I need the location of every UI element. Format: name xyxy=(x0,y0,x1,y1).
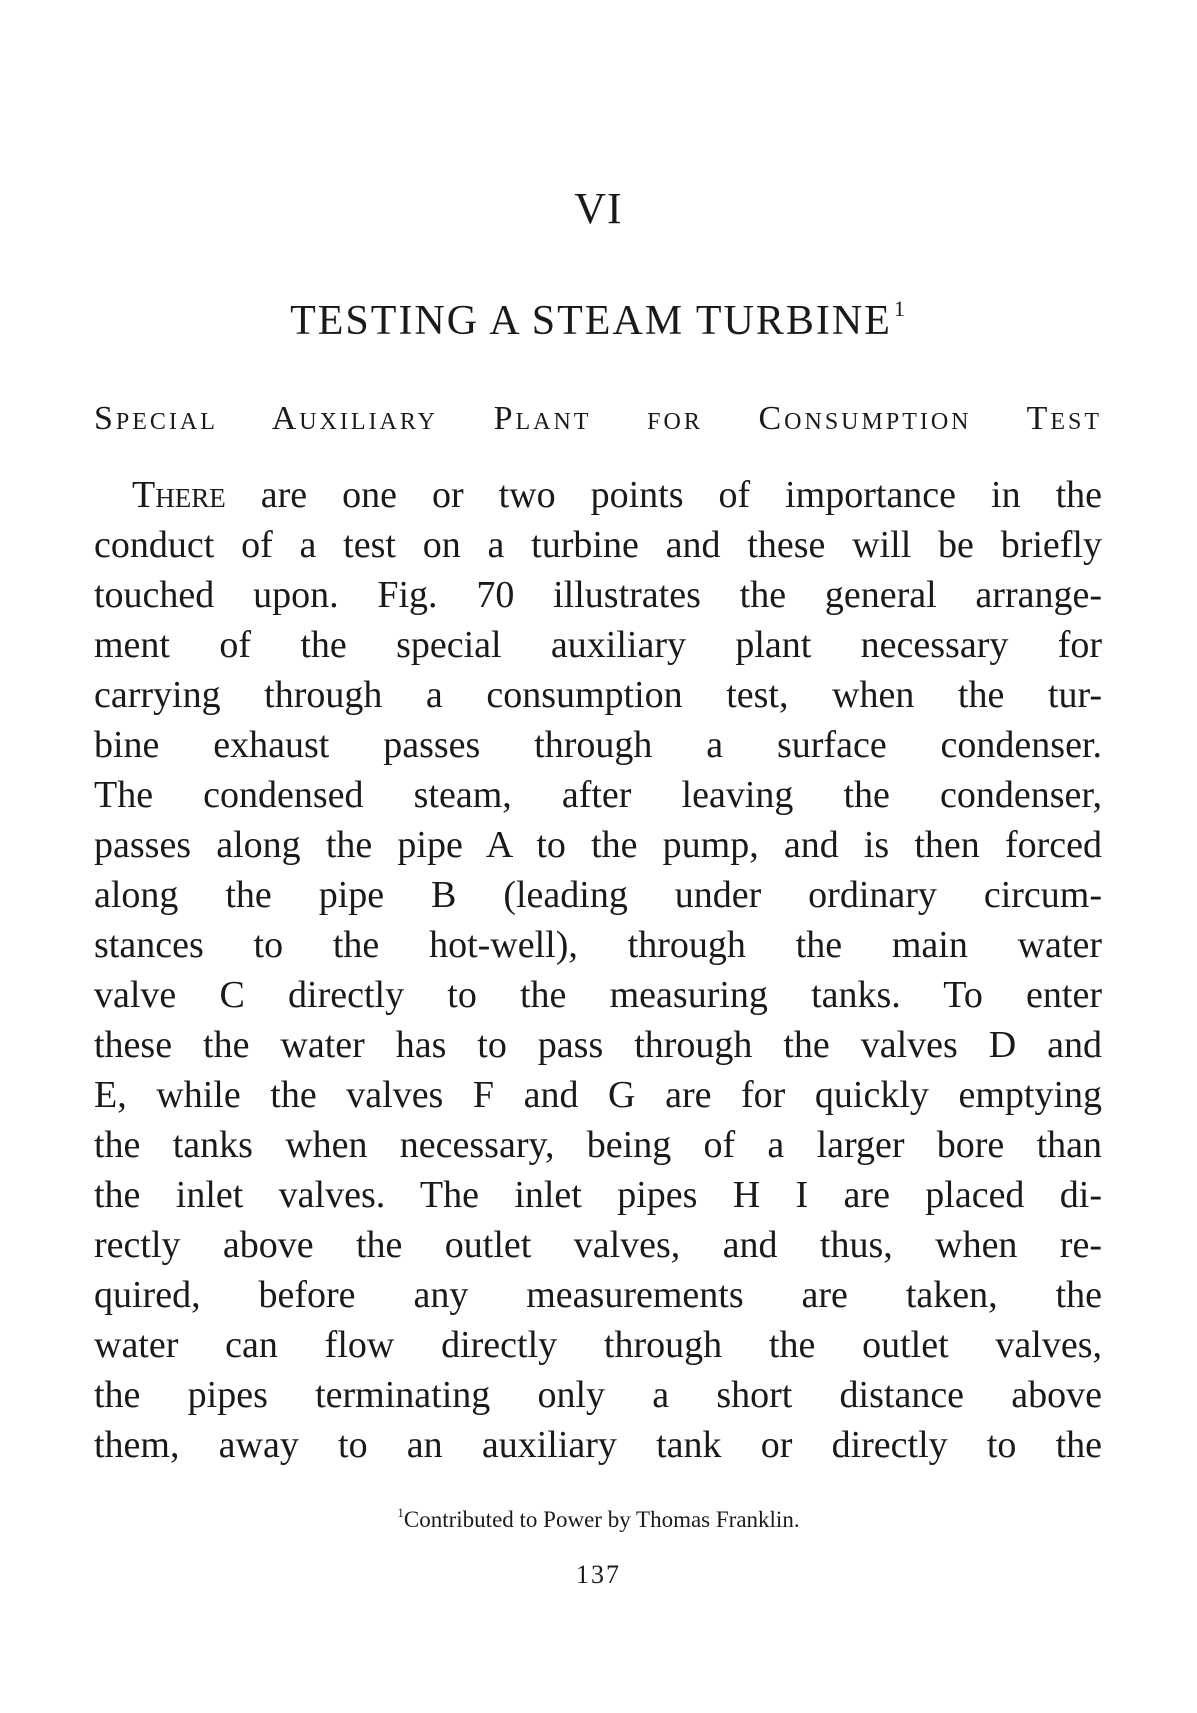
footnote-marker: 1 xyxy=(397,1505,404,1520)
text-line: them, away to an auxiliary tank or directly to the xyxy=(94,1424,1102,1466)
page-number: 137 xyxy=(576,1560,621,1589)
text-line: the tanks when necessary, being of a larger bore than xyxy=(94,1124,1102,1166)
text-line: The condensed steam, after leaving the condenser, xyxy=(94,774,1102,816)
text-line: water can flow directly through the outlet valves, xyxy=(94,1324,1102,1366)
text-line: quired, before any measurements are taken, the xyxy=(94,1274,1102,1316)
text-line: passes along the pipe A to the pump, and is then forced xyxy=(94,824,1102,866)
chapter-title: TESTING A STEAM TURBINE xyxy=(290,298,892,344)
chapter-number: VI xyxy=(574,184,623,233)
text-line: along the pipe B (leading under ordinary circum- xyxy=(94,874,1102,916)
text-line: rectly above the outlet valves, and thus, when re- xyxy=(94,1224,1102,1266)
footnote-text: Contributed to Power by Thomas Franklin. xyxy=(403,1507,800,1532)
text-line: stances to the hot-well), through the main water xyxy=(94,924,1102,966)
text-line: bine exhaust passes through a surface condenser. xyxy=(94,724,1102,766)
chapter-title-block xyxy=(0,296,1197,345)
section-heading: Special Auxiliary Plant for Consumption Test xyxy=(94,400,1102,437)
text-line: valve C directly to the measuring tanks. To enter xyxy=(94,974,1102,1016)
text-line: carrying through a consumption test, when the tur- xyxy=(94,674,1102,716)
footnote-reference: 1 xyxy=(893,296,907,321)
footnote xyxy=(0,1505,1197,1533)
text-line: E, while the valves F and G are for quickly emptying xyxy=(94,1074,1102,1116)
text-line: There are one or two points of importance in the xyxy=(132,474,1102,516)
text-line: touched upon. Fig. 70 illustrates the general arrange- xyxy=(94,574,1102,616)
text-line: ment of the special auxiliary plant necessary for xyxy=(94,624,1102,666)
text-line: conduct of a test on a turbine and these will be briefly xyxy=(94,524,1102,566)
text-line: the pipes terminating only a short distance above xyxy=(94,1374,1102,1416)
body-paragraph xyxy=(94,470,1102,1470)
opening-word: There xyxy=(132,474,226,516)
text-line: these the water has to pass through the valves D and xyxy=(94,1024,1102,1066)
text-line: the inlet valves. The inlet pipes H I are placed di- xyxy=(94,1174,1102,1216)
